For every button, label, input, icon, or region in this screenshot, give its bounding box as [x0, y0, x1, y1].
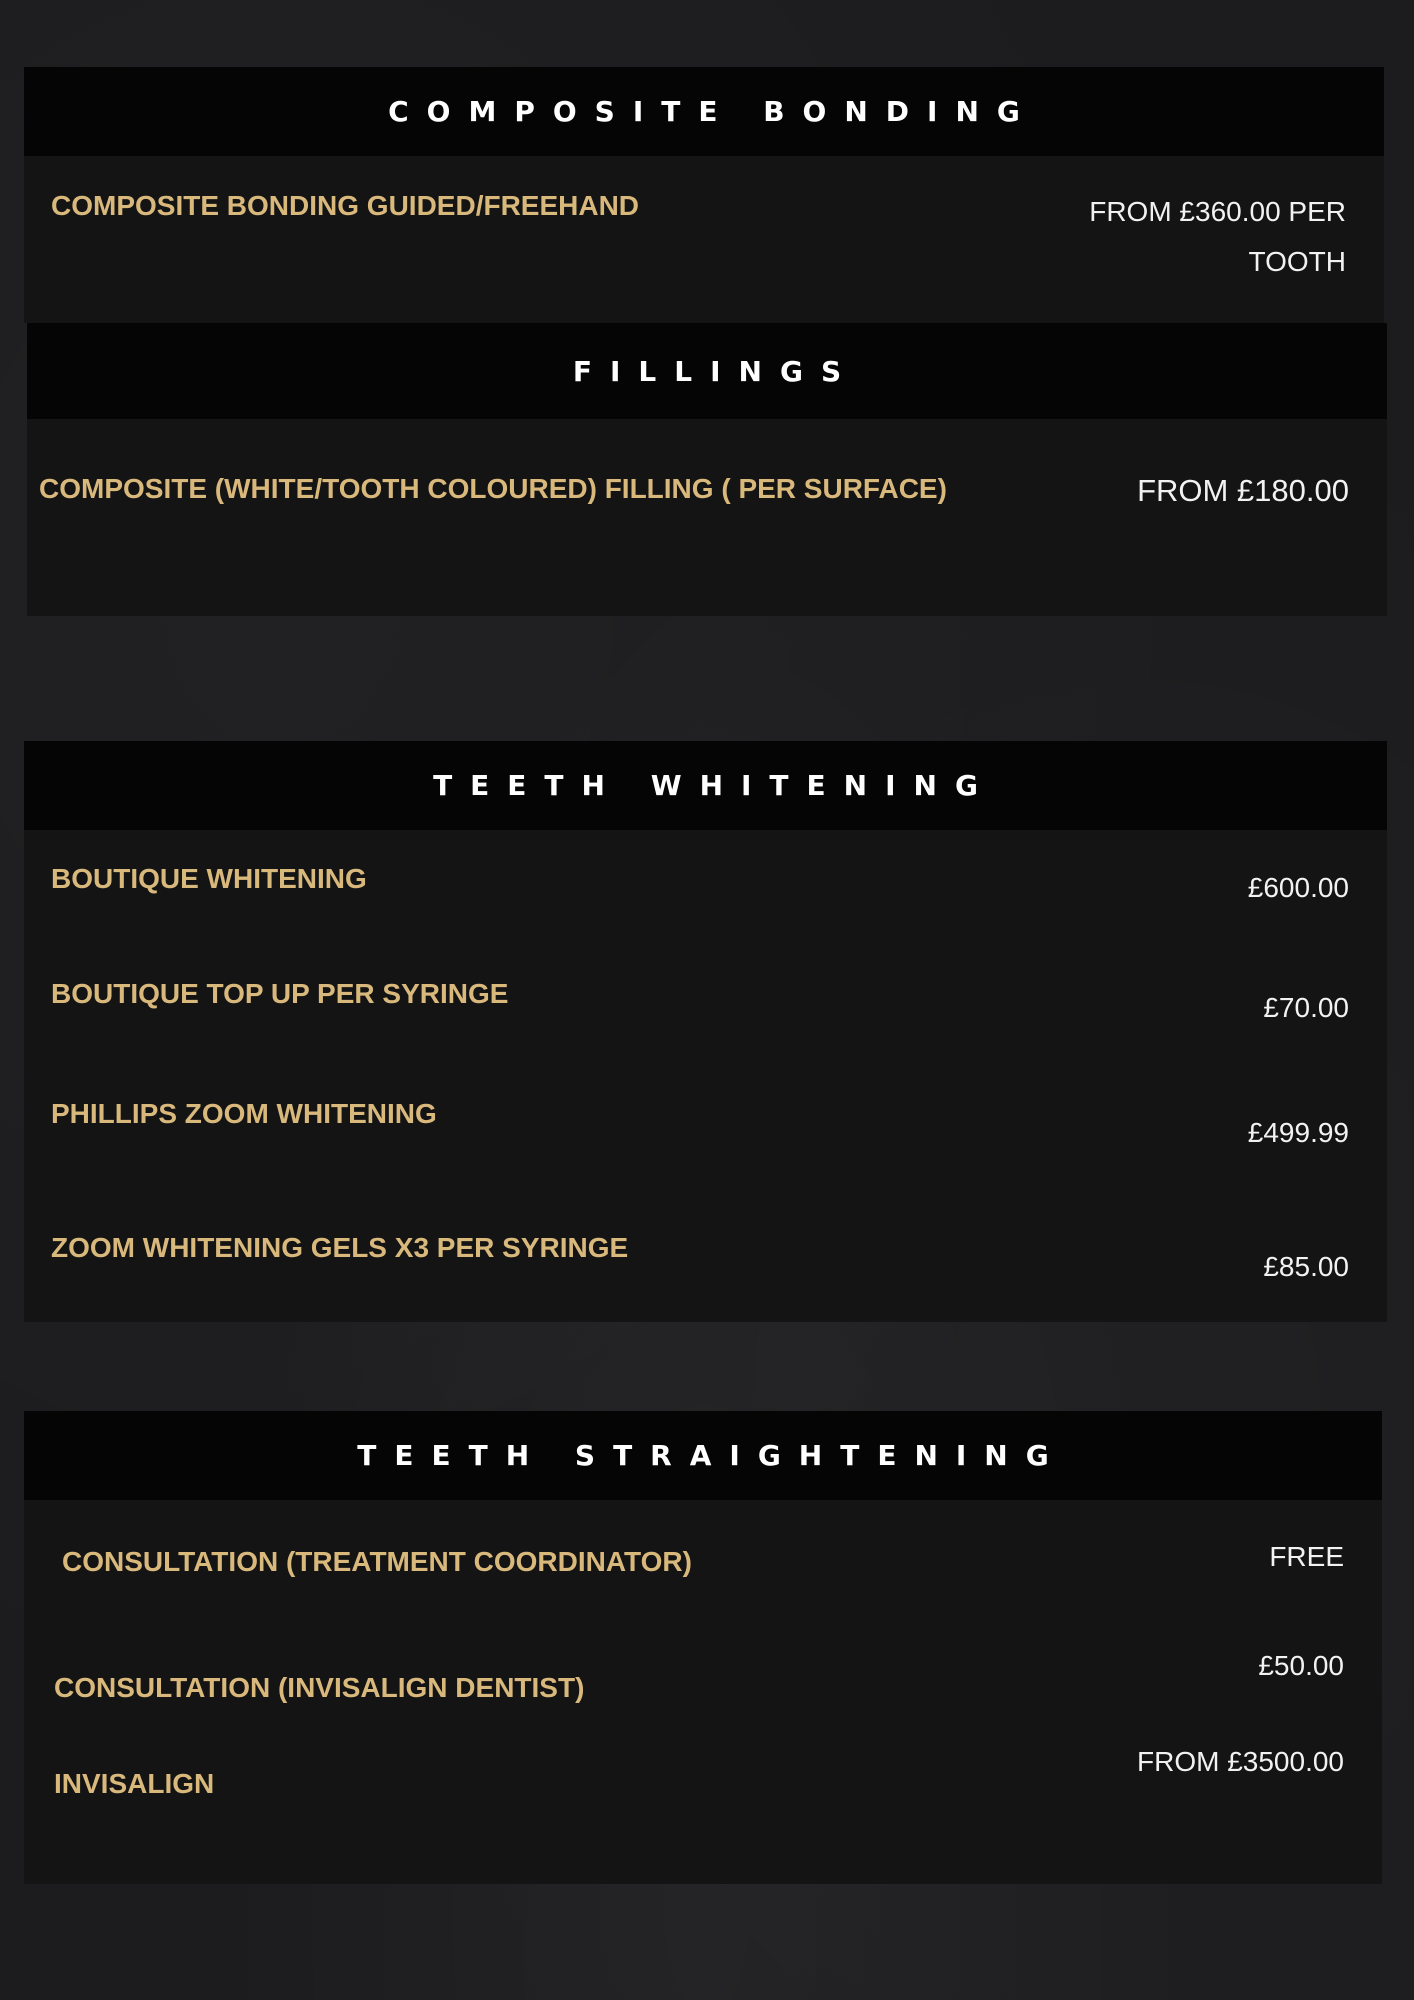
section-composite-bonding [24, 67, 1384, 323]
service-name: PHILLIPS ZOOM WHITENING [51, 1098, 437, 1129]
section-title: TEETH WHITENING [433, 769, 996, 802]
section-title: COMPOSITE BONDING [388, 95, 1038, 128]
section-header [27, 323, 1387, 419]
service-price: £85.00 [1263, 1251, 1349, 1282]
section-teeth-straightening [24, 1411, 1382, 1884]
service-price: £70.00 [1263, 992, 1349, 1023]
section-header [24, 67, 1384, 156]
section-title: FILLINGS [572, 354, 860, 388]
section-header [24, 1411, 1382, 1500]
service-name: BOUTIQUE WHITENING [51, 863, 367, 894]
service-price: FROM £3500.00 [1137, 1746, 1344, 1777]
section-fillings [27, 323, 1387, 616]
service-name: INVISALIGN [54, 1768, 215, 1799]
service-name: COMPOSITE BONDING GUIDED/FREEHAND [51, 190, 640, 221]
service-name: BOUTIQUE TOP UP PER SYRINGE [51, 978, 509, 1009]
service-price: £499.99 [1247, 1117, 1349, 1148]
service-price: £600.00 [1247, 872, 1349, 903]
service-name: COMPOSITE (WHITE/TOOTH COLOURED) FILLING ( PER SURFACE) [39, 473, 947, 504]
service-name: ZOOM WHITENING GELS X3 PER SYRINGE [51, 1232, 629, 1263]
service-name: CONSULTATION (TREATMENT COORDINATOR) [62, 1546, 692, 1577]
service-price: FROM £180.00 [1137, 473, 1349, 508]
service-price: £50.00 [1258, 1650, 1344, 1681]
section-teeth-whitening [24, 741, 1387, 1322]
section-title: TEETH STRAIGHTENING [357, 1439, 1067, 1472]
service-name: CONSULTATION (INVISALIGN DENTIST) [54, 1672, 585, 1703]
service-price: FROM £360.00 PER TOOTH [1089, 196, 1346, 277]
section-header [24, 741, 1387, 830]
service-price: FREE [1269, 1541, 1344, 1572]
